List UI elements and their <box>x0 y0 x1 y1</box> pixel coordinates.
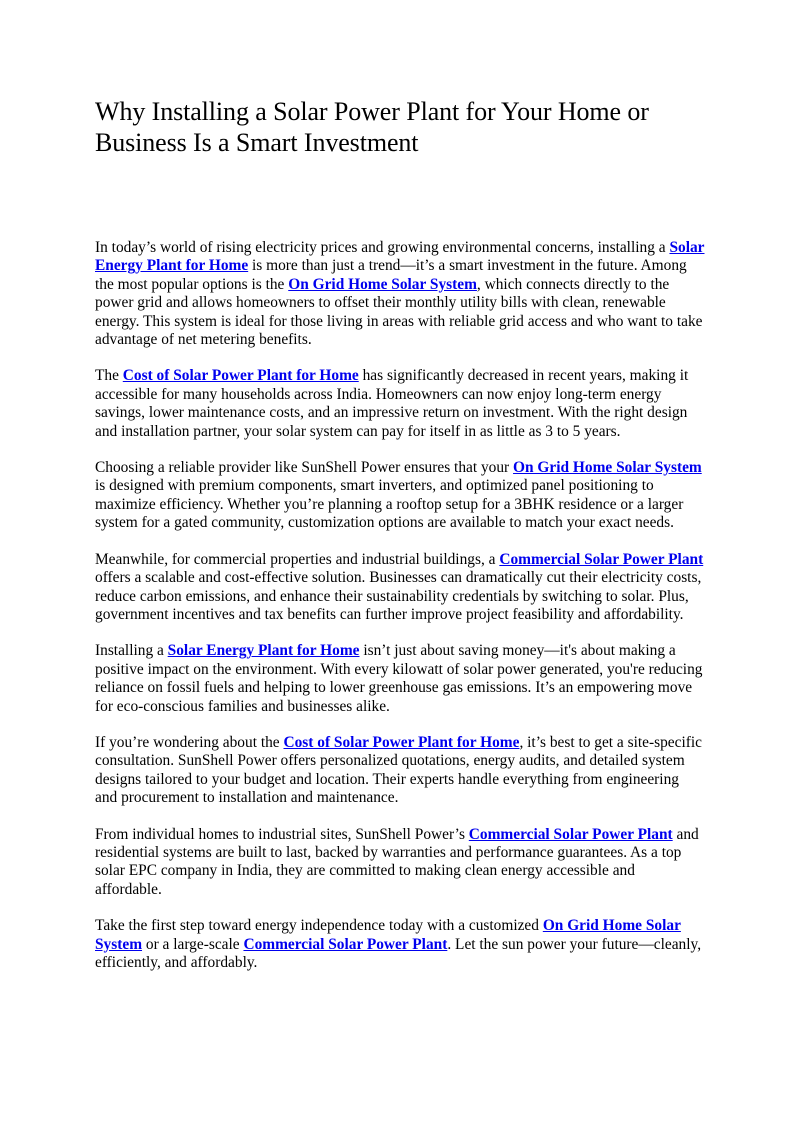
paragraph-text: If you’re wondering about the <box>95 733 284 751</box>
paragraph <box>95 917 705 972</box>
paragraph-text: Installing a <box>95 642 168 660</box>
paragraph <box>95 734 705 808</box>
inline-link[interactable]: On Grid Home Solar System <box>288 275 477 293</box>
inline-link[interactable]: Cost of Solar Power Plant for Home <box>283 733 520 751</box>
paragraph <box>95 367 705 441</box>
paragraph <box>95 642 705 716</box>
inline-link[interactable]: Commercial Solar Power Plant <box>243 935 448 953</box>
inline-link[interactable]: On Grid Home Solar System <box>95 917 681 953</box>
paragraph <box>95 239 705 349</box>
paragraph <box>95 551 705 625</box>
paragraph-text: The <box>95 367 123 385</box>
document-body <box>95 239 705 972</box>
paragraph-text: or a large-scale <box>142 935 244 953</box>
inline-link[interactable]: Commercial Solar Power Plant <box>499 550 704 568</box>
paragraph-text: In today’s world of rising electricity prices and growing environmental concerns, installing a <box>95 239 670 256</box>
paragraph-text: offers a scalable and cost-effective solution. Businesses can dramatically cut their electricity costs, reduce carbon emissions, and enhance their sustainability credentials by switching to solar. Plus, government incentives and tax benefits can further improve project feasibility and affordability. <box>95 569 702 623</box>
paragraph-text: is more than just a trend—it’s a smart investment in the future. Among the most popular options is the <box>95 257 687 293</box>
paragraph-text: and residential systems are built to last, backed by warranties and performance guarantees. As a top solar EPC company in India, they are committed to making clean energy accessible and affordable. <box>95 825 699 898</box>
paragraph-text: Choosing a reliable provider like SunShell Power ensures that your <box>95 459 514 477</box>
document-title: Why Installing a Solar Power Plant for Your Home or Business Is a Smart Investment <box>95 97 649 157</box>
document-page <box>95 96 705 990</box>
paragraph-text: Take the first step toward energy independence today with a customized <box>95 917 543 935</box>
inline-link[interactable]: Solar Energy Plant for Home <box>95 239 705 275</box>
paragraph-text: Meanwhile, for commercial properties and industrial buildings, a <box>95 550 500 568</box>
paragraph-text: From individual homes to industrial sites, SunShell Power’s <box>95 825 469 843</box>
paragraph <box>95 826 705 900</box>
inline-link[interactable]: On Grid Home Solar System <box>513 459 702 477</box>
inline-link[interactable]: Commercial Solar Power Plant <box>468 825 673 843</box>
paragraph-text: . Let the sun power your future—cleanly, efficiently, and affordably. <box>95 935 702 971</box>
inline-link[interactable]: Solar Energy Plant for Home <box>167 642 360 660</box>
paragraph-text: has significantly decreased in recent years, making it accessible for many households across India. Homeowners can now enjoy long-term energy savings, lower maintenance costs, and an impressive return on investment. With the right design and installation partner, your solar system can pay for itself in as little as 3 to 5 years. <box>95 367 689 440</box>
inline-link[interactable]: Cost of Solar Power Plant for Home <box>122 367 359 385</box>
paragraph <box>95 459 705 533</box>
paragraph-text: , which connects directly to the power grid and allows homeowners to offset their monthly utility bills with clean, renewable energy. This system is ideal for those living in areas with reliable grid access and who want to take advantage of net metering benefits. <box>95 275 703 349</box>
paragraph-text: isn’t just about saving money—it's about making a positive impact on the environment. With every kilowatt of solar power generated, you're reducing reliance on fossil fuels and helping to lower greenhouse gas emissions. It’s an empowering move for eco-conscious families and businesses alike. <box>95 642 703 715</box>
paragraph-text: is designed with premium components, smart inverters, and optimized panel positioning to maximize efficiency. Whether you’re planning a rooftop setup for a 3BHK residence or a larger system for a gated community, customization options are available to match your exact needs. <box>95 477 684 532</box>
paragraph-text: , it’s best to get a site-specific consultation. SunShell Power offers personalized quotations, energy audits, and detailed system designs tailored to your budget and location. Their experts handle everything from engineering and procurement to installation and maintenance. <box>95 733 702 807</box>
